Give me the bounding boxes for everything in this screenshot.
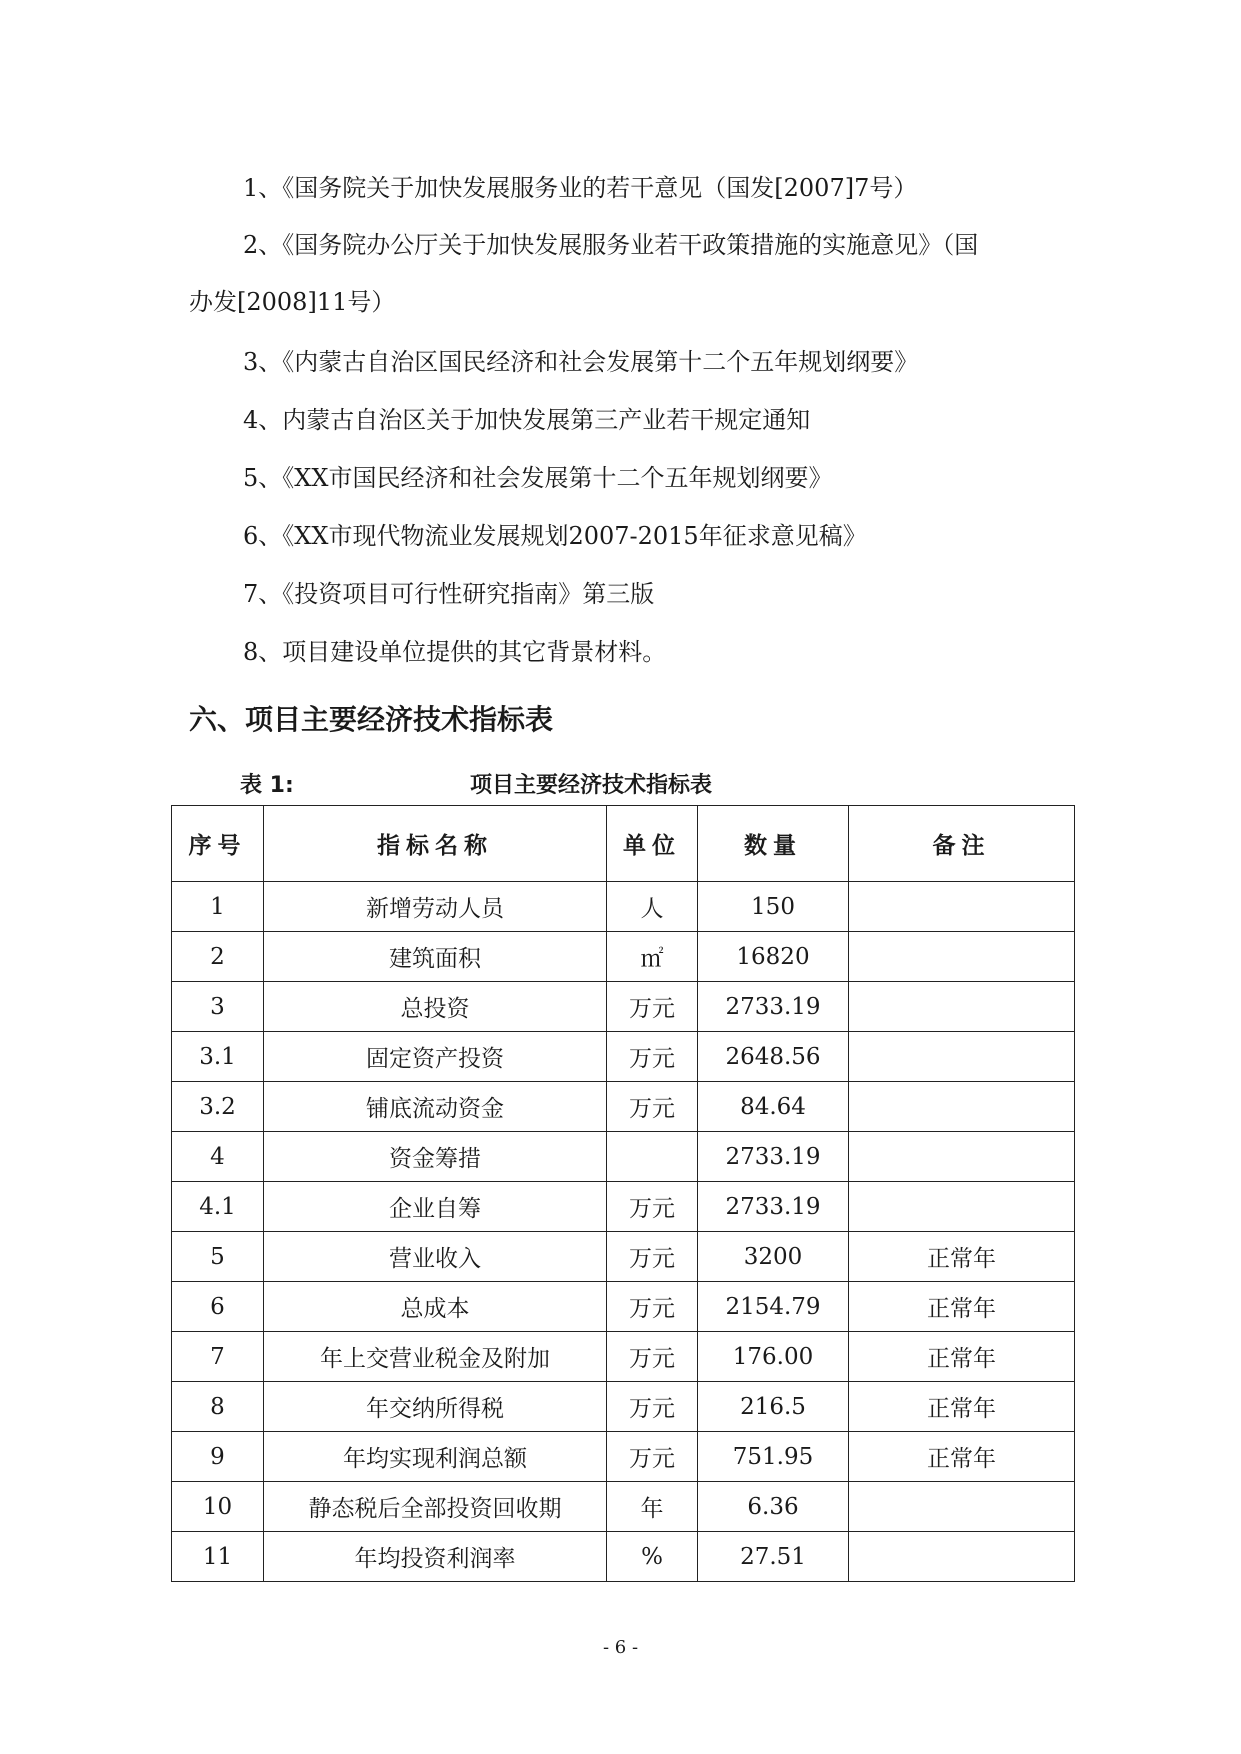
cell-remarks: [849, 1482, 1075, 1532]
cell-quantity: 2154.79: [698, 1282, 849, 1332]
cell-unit: %: [607, 1532, 698, 1582]
cell-remarks: [849, 882, 1075, 932]
table-row: [172, 1532, 1075, 1582]
cell-quantity: 2733.19: [698, 1182, 849, 1232]
cell-remarks: [849, 1532, 1075, 1582]
cell-index: 3: [172, 982, 264, 1032]
cell-indicator-name: 建筑面积: [264, 932, 607, 982]
cell-index: 2: [172, 932, 264, 982]
cell-indicator-name: 营业收入: [264, 1232, 607, 1282]
cell-indicator-name: 年均投资利润率: [264, 1532, 607, 1582]
header-index: 序号: [172, 806, 264, 882]
cell-quantity: 16820: [698, 932, 849, 982]
cell-index: 3.2: [172, 1082, 264, 1132]
cell-remarks: 正常年: [849, 1282, 1075, 1332]
header-remarks: 备注: [849, 806, 1075, 882]
page-number: - 6 -: [602, 1637, 639, 1658]
cell-quantity: 84.64: [698, 1082, 849, 1132]
reference-item-6: 6、《XX市现代物流业发展规划2007-2015年征求意见稿》: [243, 522, 867, 550]
cell-index: 5: [172, 1232, 264, 1282]
cell-quantity: 3200: [698, 1232, 849, 1282]
reference-item-1: 1、《国务院关于加快发展服务业的若干意见（国发[2007]7号）: [243, 174, 918, 202]
table-row: [172, 932, 1075, 982]
header-quantity: 数量: [698, 806, 849, 882]
table-row: [172, 1282, 1075, 1332]
cell-remarks: 正常年: [849, 1232, 1075, 1282]
cell-unit: 万元: [607, 1432, 698, 1482]
cell-quantity: 150: [698, 882, 849, 932]
cell-unit: 万元: [607, 1182, 698, 1232]
cell-indicator-name: 新增劳动人员: [264, 882, 607, 932]
table-caption-title: 项目主要经济技术指标表: [470, 773, 713, 798]
reference-item-5: 5、《XX市国民经济和社会发展第十二个五年规划纲要》: [243, 464, 833, 492]
cell-remarks: [849, 1182, 1075, 1232]
table-row: [172, 1182, 1075, 1232]
cell-quantity: 2733.19: [698, 982, 849, 1032]
cell-unit: 人: [607, 882, 698, 932]
cell-indicator-name: 企业自筹: [264, 1182, 607, 1232]
cell-index: 6: [172, 1282, 264, 1332]
cell-index: 8: [172, 1382, 264, 1432]
cell-remarks: [849, 1032, 1075, 1082]
cell-quantity: 27.51: [698, 1532, 849, 1582]
cell-indicator-name: 年均实现利润总额: [264, 1432, 607, 1482]
cell-unit: ㎡: [607, 932, 698, 982]
cell-indicator-name: 铺底流动资金: [264, 1082, 607, 1132]
cell-quantity: 216.5: [698, 1382, 849, 1432]
table-row: [172, 1432, 1075, 1482]
cell-quantity: 6.36: [698, 1482, 849, 1532]
reference-item-7: 7、《投资项目可行性研究指南》第三版: [243, 580, 655, 608]
cell-unit: 万元: [607, 1282, 698, 1332]
header-unit: 单位: [607, 806, 698, 882]
cell-unit: [607, 1132, 698, 1182]
cell-indicator-name: 资金筹措: [264, 1132, 607, 1182]
cell-unit: 万元: [607, 1082, 698, 1132]
reference-item-2-continuation: 办发[2008]11号）: [189, 288, 396, 316]
cell-index: 7: [172, 1332, 264, 1382]
cell-index: 4.1: [172, 1182, 264, 1232]
cell-quantity: 2648.56: [698, 1032, 849, 1082]
table-row: [172, 1032, 1075, 1082]
table-row: [172, 1082, 1075, 1132]
table-row: [172, 1132, 1075, 1182]
reference-item-8: 8、项目建设单位提供的其它背景材料。: [243, 638, 667, 666]
cell-index: 10: [172, 1482, 264, 1532]
reference-item-2: 2、《国务院办公厅关于加快发展服务业若干政策措施的实施意见》（国: [243, 231, 979, 259]
cell-remarks: 正常年: [849, 1432, 1075, 1482]
cell-remarks: 正常年: [849, 1382, 1075, 1432]
cell-indicator-name: 固定资产投资: [264, 1032, 607, 1082]
reference-item-3: 3、《内蒙古自治区国民经济和社会发展第十二个五年规划纲要》: [243, 348, 919, 376]
cell-indicator-name: 总成本: [264, 1282, 607, 1332]
cell-index: 11: [172, 1532, 264, 1582]
table-row: [172, 1382, 1075, 1432]
cell-remarks: [849, 982, 1075, 1032]
table-row: [172, 1332, 1075, 1382]
cell-index: 9: [172, 1432, 264, 1482]
table-row: [172, 1482, 1075, 1532]
cell-indicator-name: 年上交营业税金及附加: [264, 1332, 607, 1382]
cell-indicator-name: 静态税后全部投资回收期: [264, 1482, 607, 1532]
cell-unit: 万元: [607, 1382, 698, 1432]
header-indicator-name: 指标名称: [264, 806, 607, 882]
cell-quantity: 2733.19: [698, 1132, 849, 1182]
table-row: [172, 882, 1075, 932]
cell-remarks: 正常年: [849, 1332, 1075, 1382]
cell-remarks: [849, 1132, 1075, 1182]
table-caption-label: 表 1:: [240, 773, 294, 798]
cell-index: 4: [172, 1132, 264, 1182]
indicators-table: [171, 805, 1075, 1582]
cell-remarks: [849, 1082, 1075, 1132]
cell-index: 3.1: [172, 1032, 264, 1082]
cell-quantity: 751.95: [698, 1432, 849, 1482]
cell-remarks: [849, 932, 1075, 982]
cell-unit: 万元: [607, 982, 698, 1032]
cell-unit: 万元: [607, 1032, 698, 1082]
cell-unit: 年: [607, 1482, 698, 1532]
reference-item-4: 4、内蒙古自治区关于加快发展第三产业若干规定通知: [243, 406, 811, 434]
table-row: [172, 1232, 1075, 1282]
table-row: [172, 982, 1075, 1032]
cell-unit: 万元: [607, 1332, 698, 1382]
table-header-row: [172, 806, 1075, 882]
cell-indicator-name: 年交纳所得税: [264, 1382, 607, 1432]
cell-indicator-name: 总投资: [264, 982, 607, 1032]
cell-unit: 万元: [607, 1232, 698, 1282]
cell-quantity: 176.00: [698, 1332, 849, 1382]
cell-index: 1: [172, 882, 264, 932]
section-heading: 六、项目主要经济技术指标表: [189, 703, 554, 736]
